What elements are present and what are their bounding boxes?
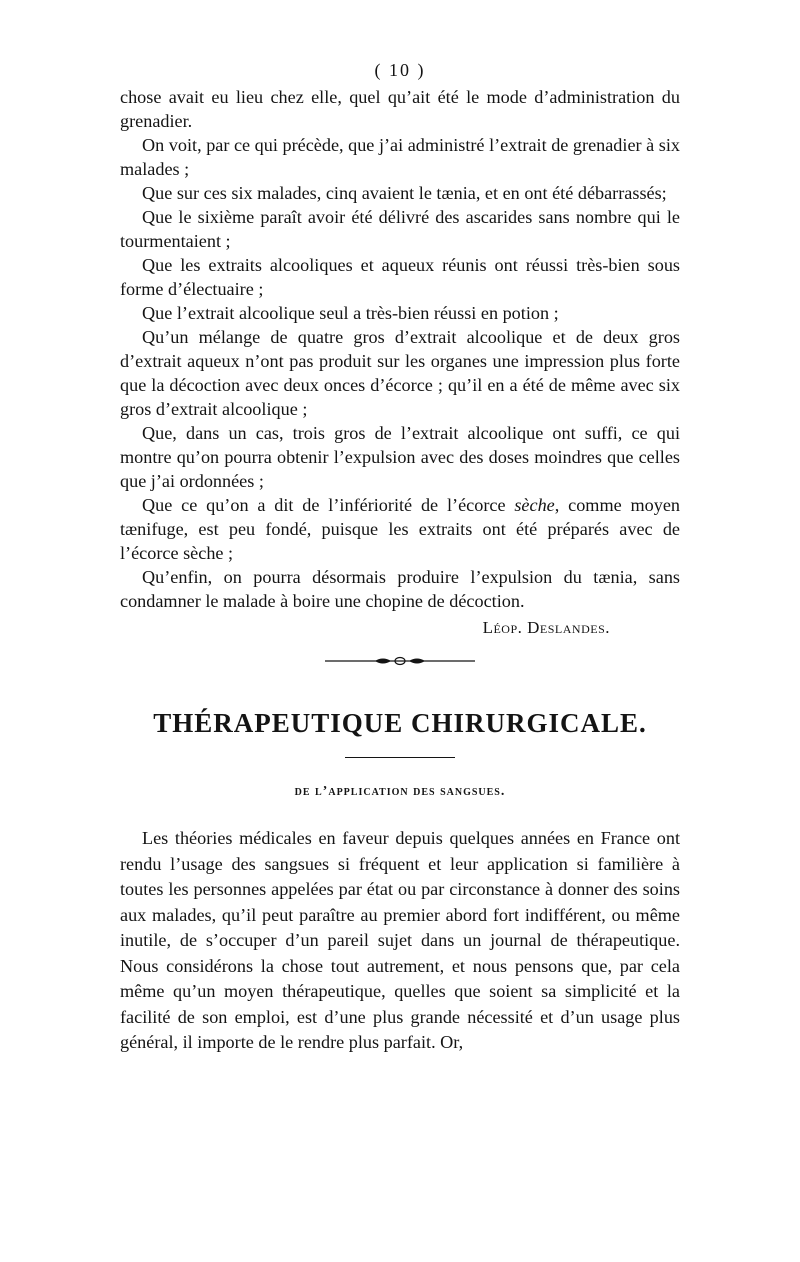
- inferiority-text-before: Que ce qu’on a dit de l’infériorité de l’écorce: [142, 495, 515, 515]
- page-number: ( 10 ): [374, 60, 426, 80]
- section-body-paragraph: Les théories médicales en faveur depuis quelques années en France ont rendu l’usage des sangsues si fréquent et leur application si familière à toutes les personnes appelées par état ou par circonstance à donner des soins aux malades, qu’il peut paraître au premier abord fort indifférent, ou même inutile, de s’occuper d’un pareil sujet dans un journal de thérapeutique. Nous considérons la chose tout autrement, et nous pensons que, par cela même qu’un moyen thérapeutique, quelles que soient sa simplicité et la facilité de son emploi, est d’une plus grande nécessité et d’un usage plus général, il importe de le rendre plus parfait. Or,: [120, 828, 680, 1052]
- document-page: [120, 60, 680, 1056]
- title-rule: [345, 757, 455, 758]
- section-body: [120, 826, 680, 1056]
- conclusion-paragraph: Que le sixième paraît avoir été délivré des ascarides sans nombre qui le tourmentaient ;: [120, 207, 680, 251]
- inferiority-text-after: , comme moyen tænifuge, est peu fondé, puisque les extraits ont été préparés avec de l’écorce sèche ;: [120, 495, 680, 563]
- author-signature: Léop. Deslandes.: [482, 618, 610, 637]
- conclusion-paragraph: Qu’un mélange de quatre gros d’extrait alcoolique et de deux gros d’extrait aqueux n’ont pas produit sur les organes une impression plus forte que la décoction avec deux onces d’écorce ; qu’il en a été de même avec six gros d’extrait alcoolique ;: [120, 327, 680, 419]
- emphasis-seche: sèche: [514, 495, 555, 515]
- subsection-title: de l’application des sangsues.: [294, 784, 506, 799]
- continuation-paragraph: chose avait eu lieu chez elle, quel qu’ait été le mode d’administration du grenadier.: [120, 87, 680, 131]
- conclusion-paragraph: Que sur ces six malades, cinq avaient le tænia, et en ont été débarrassés;: [142, 183, 667, 203]
- ornament-divider: [325, 655, 475, 667]
- conclusion-paragraph: Que les extraits alcooliques et aqueux réunis ont réussi très-bien sous forme d’électuaire ;: [120, 255, 680, 299]
- inferiority-paragraph: [120, 493, 680, 565]
- conclusion-paragraph: Que, dans un cas, trois gros de l’extrait alcoolique ont suffi, ce qui montre qu’on pourra obtenir l’expulsion avec des doses moindres que celles que j’ai ordonnées ;: [120, 423, 680, 491]
- conclusion-paragraph: On voit, par ce qui précède, que j’ai administré l’extrait de grenadier à six malades ;: [120, 135, 680, 179]
- conclusion-paragraph: Que l’extrait alcoolique seul a très-bien réussi en potion ;: [142, 303, 559, 323]
- final-paragraph: Qu’enfin, on pourra désormais produire l’expulsion du tænia, sans condamner le malade à boire une chopine de décoction.: [120, 567, 680, 611]
- section-title: THÉRAPEUTIQUE CHIRURGICALE.: [153, 708, 647, 738]
